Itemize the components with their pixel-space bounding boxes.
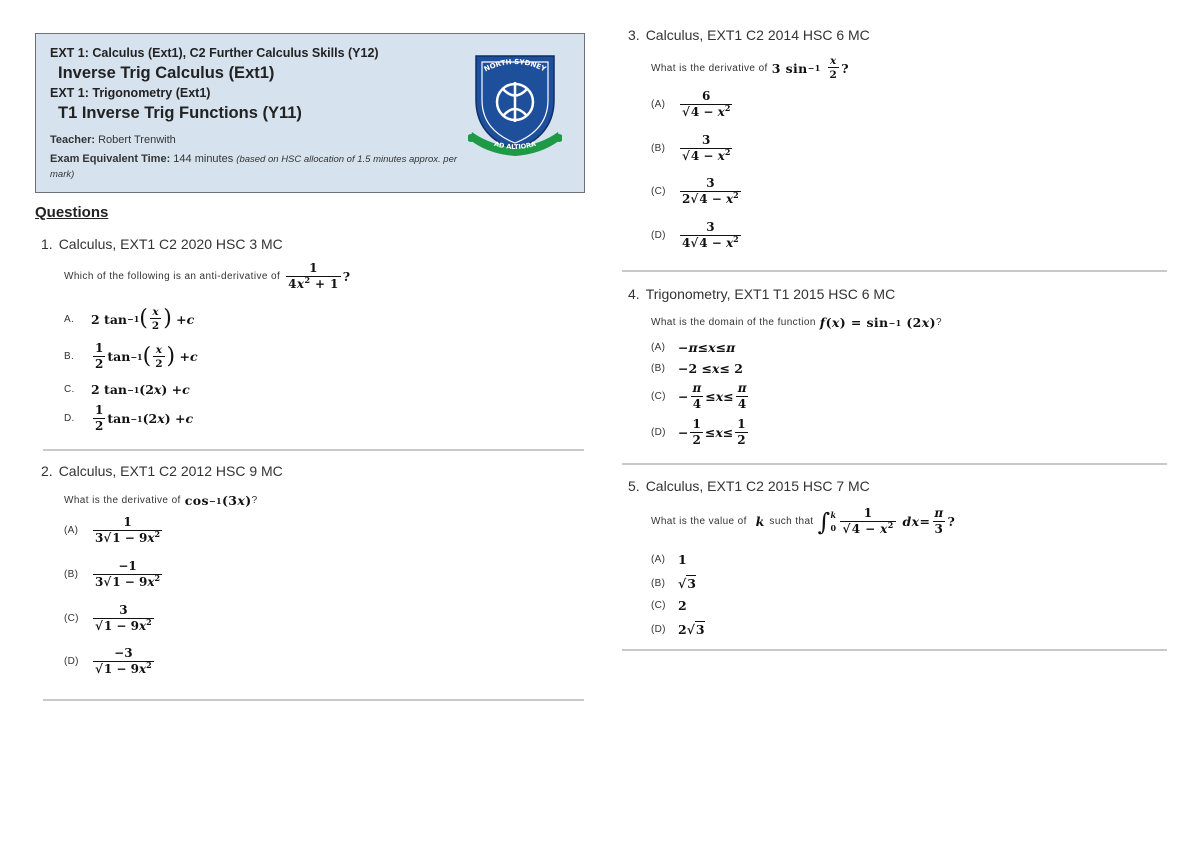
option-math: $\frac{3}{4√4 - x^2}$ [682, 220, 739, 250]
stem-math: $\frac{1}{4x^2 + 1}$ ? [288, 261, 351, 291]
question-4-option-c[interactable] [651, 382, 751, 412]
question-4-option-b[interactable] [651, 361, 743, 376]
question-2-option-a[interactable] [64, 516, 164, 546]
question-source: Calculus, EXT1 C2 2015 HSC 7 MC [645, 478, 870, 494]
question-3-title [628, 27, 870, 43]
question-divider [622, 649, 1167, 651]
question-2-option-c[interactable] [64, 604, 156, 634]
option-math: 2 [678, 598, 687, 613]
option-label: (C) [651, 391, 666, 403]
question-number: 5. [628, 478, 640, 494]
option-math: 2 tan −1 ( $\frac{x}{2}$ ) + c [91, 306, 195, 333]
question-3-option-b[interactable] [651, 134, 734, 164]
question-5-option-a[interactable] [651, 552, 687, 567]
option-label: (A) [651, 99, 666, 111]
subtopic-title-1: Inverse Trig Calculus (Ext1) [58, 64, 275, 82]
subtopic-title-2: T1 Inverse Trig Functions (Y11) [58, 104, 302, 122]
option-math: $\frac{3}{√1 - 9x^2}$ [95, 603, 152, 633]
option-math: 2√ 3 [678, 621, 705, 637]
option-label: A. [64, 313, 75, 325]
stem-math: cos −1 (3 x ) [184, 493, 252, 508]
option-label: (D) [651, 230, 666, 242]
option-label: (C) [651, 600, 666, 611]
question-4-title [628, 286, 895, 302]
question-source: Calculus, EXT1 C2 2012 HSC 9 MC [58, 463, 283, 479]
exam-time-note: (based on HSC allocation of 1.5 minutes approx. per mark) [50, 154, 458, 180]
question-2-title [41, 463, 283, 479]
topic-line-2: EXT 1: Trigonometry (Ext1) [50, 86, 211, 100]
stem-math: f ( x ) = sin −1 (2 x ) [819, 315, 936, 330]
stem-text: What is the derivative of [64, 495, 181, 506]
question-1-title [41, 236, 283, 252]
option-label: (B) [651, 363, 666, 374]
question-source: Calculus, EXT1 C2 2020 HSC 3 MC [58, 236, 283, 252]
school-crest-logo [468, 44, 562, 156]
question-divider [43, 449, 584, 451]
topic-line-1: EXT 1: Calculus (Ext1), C2 Further Calculus Skills (Y12) [50, 46, 379, 60]
option-math: √ 3 [678, 575, 696, 591]
question-5-stem [651, 507, 955, 537]
stem-text: What is the derivative of [651, 62, 768, 74]
worksheet-header [35, 33, 585, 193]
question-1-option-b[interactable] [64, 342, 198, 372]
stem-math: ∫ k 0 $\frac{1}{√4 - x^2}$ dx = $\frac{\pi}{3}$ ? [817, 506, 956, 536]
crest-text-top: NORTH SYDNEY [482, 57, 548, 74]
question-1-stem [64, 262, 351, 292]
question-4-stem: What is the domain of the function f ( x ) = sin −1 (2 x ) ? [651, 315, 942, 330]
option-label: (C) [651, 186, 666, 198]
question-5-title [628, 478, 870, 494]
question-divider [43, 699, 584, 701]
option-math: − $\frac{1}{2}$ ≤ x ≤ $\frac{1}{2}$ [678, 417, 746, 447]
stem-text: What is the domain of the function [651, 317, 816, 328]
stem-math: 3 sin −1 $\frac{x}{2}$ ? [771, 55, 849, 82]
option-label: (B) [64, 569, 79, 581]
question-5-option-c[interactable] [651, 598, 687, 613]
question-number: 1. [41, 236, 53, 252]
option-label: (D) [651, 427, 666, 439]
question-number: 4. [628, 286, 640, 302]
stem-text: Which of the following is an anti-derivative of [64, 271, 281, 283]
stem-variable: k [755, 514, 765, 530]
question-number: 2. [41, 463, 53, 479]
option-label: (A) [651, 554, 666, 565]
teacher-line [50, 134, 176, 146]
option-label: (A) [64, 525, 79, 537]
option-math: $\frac{6}{√4 - x^2}$ [682, 89, 731, 119]
question-2-stem: What is the derivative of cos −1 (3 x ) ? [64, 493, 258, 508]
option-math: $\frac{1}{2}$ tan −1 ( $\frac{x}{2}$ ) + c [95, 341, 198, 371]
option-math: 2 tan −1 (2 x ) + c [91, 382, 190, 397]
question-divider [622, 270, 1167, 272]
option-math: 1 [678, 552, 687, 567]
question-source: Trigonometry, EXT1 T1 2015 HSC 6 MC [645, 286, 896, 302]
option-math: $\frac{3}{√4 - x^2}$ [682, 133, 731, 163]
question-2-option-d[interactable] [64, 647, 156, 677]
question-5-option-b[interactable] [651, 575, 696, 591]
crest-text-bottom: AD ALTIORA [493, 139, 537, 152]
option-label: (D) [64, 656, 79, 668]
question-3-stem [651, 55, 849, 81]
question-3-option-c[interactable] [651, 177, 743, 207]
stem-text: What is the value of [651, 516, 747, 528]
teacher-label: Teacher: [50, 134, 96, 146]
option-label: B. [64, 351, 75, 363]
option-label: (C) [64, 613, 79, 625]
option-math: $\frac{3}{2√4 - x^2}$ [682, 176, 739, 206]
question-source: Calculus, EXT1 C2 2014 HSC 6 MC [645, 27, 870, 43]
option-math: $\frac{1}{3√1 - 9x^2}$ [95, 515, 161, 545]
option-label: (B) [651, 577, 666, 589]
option-label: C. [64, 384, 75, 395]
option-math: − π ≤ x ≤ π [678, 340, 736, 355]
exam-time-line [50, 152, 465, 182]
question-1-option-c[interactable] [64, 382, 190, 397]
option-math: −2 ≤ x ≤ 2 [678, 361, 743, 376]
question-2-option-b[interactable] [64, 560, 164, 590]
option-math: $\frac{-1}{3√1 - 9x^2}$ [95, 559, 161, 589]
question-3-option-a[interactable] [651, 90, 734, 120]
option-label: (D) [651, 623, 666, 635]
question-1-option-d[interactable] [64, 404, 193, 434]
questions-heading: Questions [35, 204, 109, 221]
exam-time-value: 144 minutes [173, 153, 234, 165]
option-math: $\frac{1}{2}$ tan −1 (2 x ) + c [95, 403, 194, 433]
exam-time-label: Exam Equivalent Time: [50, 153, 171, 165]
option-label: D. [64, 413, 75, 425]
question-1-option-a[interactable] [64, 306, 194, 332]
option-math: − $\frac{\pi}{4}$ ≤ x ≤ $\frac{\pi}{4}$ [678, 381, 747, 411]
question-4-option-d[interactable] [651, 418, 750, 448]
teacher-name: Robert Trenwith [98, 134, 176, 146]
question-number: 3. [628, 27, 640, 43]
question-4-option-a[interactable] [651, 340, 735, 355]
stem-text-mid: such that [769, 516, 814, 528]
question-5-option-d[interactable] [651, 621, 705, 637]
option-label: (B) [651, 143, 666, 155]
option-math: $\frac{-3}{√1 - 9x^2}$ [95, 646, 152, 676]
question-divider [622, 463, 1167, 465]
option-label: (A) [651, 342, 666, 353]
question-3-option-d[interactable] [651, 221, 743, 251]
